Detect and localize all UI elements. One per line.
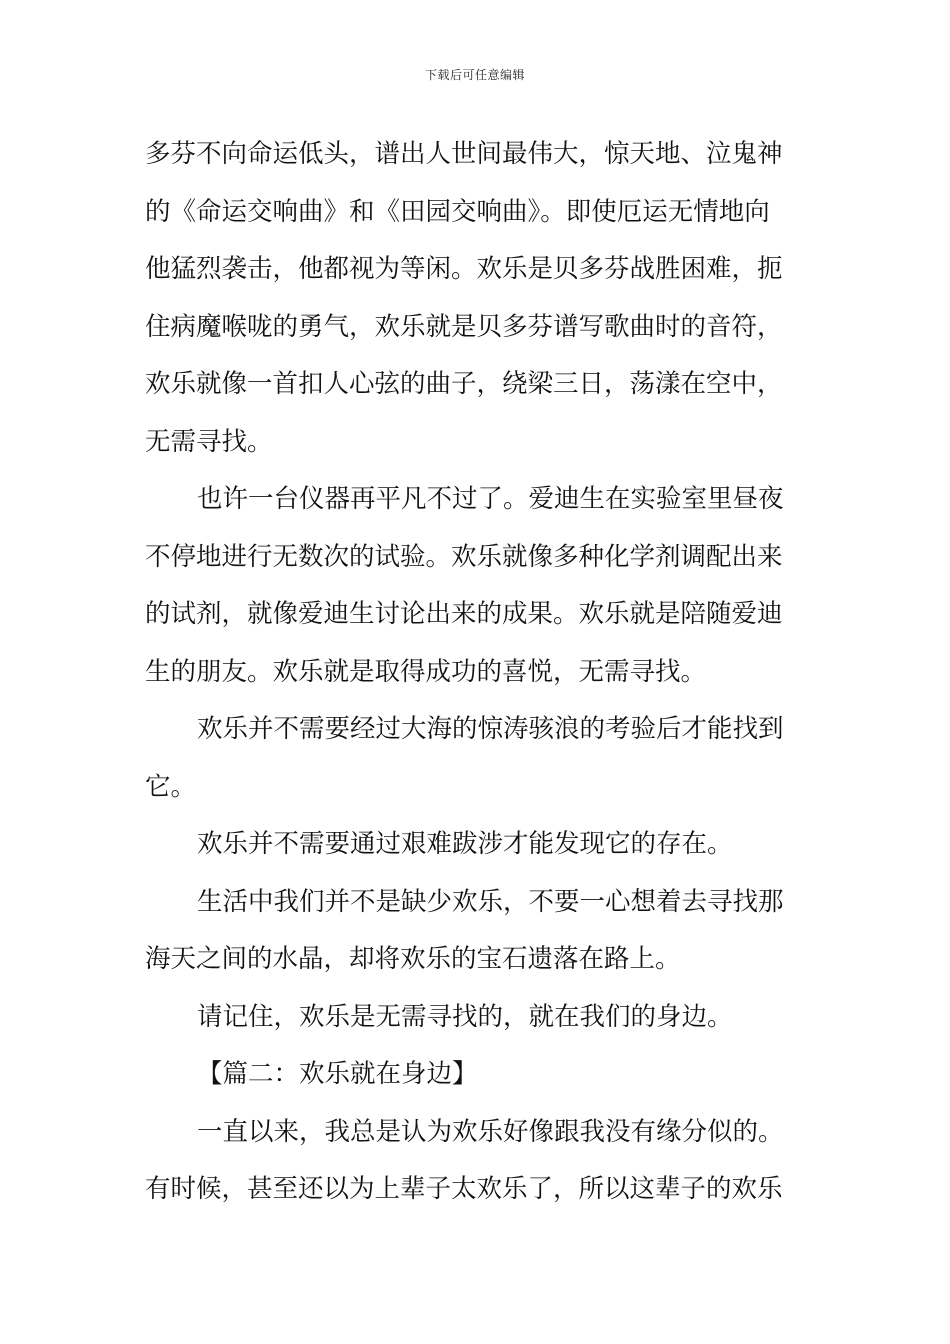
text-line: 请记住，欢乐是无需寻找的，就在我们的身边。 [197,1001,733,1032]
text-line: 不停地进行无数次的试验。欢乐就像多种化学剂调配出来 [145,541,783,572]
text-line: 的试剂，就像爱迪生讨论出来的成果。欢乐就是陪随爱迪 [145,599,783,629]
paragraph [145,816,810,874]
text-line: 无需寻找。 [145,426,273,457]
text-line: 的《命运交响曲》和《田园交响曲》。即使厄运无情地向 [145,196,770,227]
text-line: 多芬不向命运低头，谱出人世间最伟大，惊天地、泣鬼神 [145,139,783,169]
text-line: 海天之间的水晶，却将欢乐的宝石遗落在路上。 [145,944,681,974]
text-line: 他猛烈袭击，他都视为等闲。欢乐是贝多芬战胜困难，扼 [145,254,783,284]
section-heading [145,1046,810,1104]
text-line: 生活中我们并不是缺少欢乐，不要一心想着去寻找那 [197,886,784,917]
document-body [145,126,810,1219]
text-line: 欢乐并不需要通过艰难跋涉才能发现它的存在。 [197,829,733,859]
paragraph [145,701,810,816]
text-line: 也许一台仪器再平凡不过了。爱迪生在实验室里昼夜 [197,484,784,514]
paragraph [145,471,810,701]
text-line: 欢乐就像一首扣人心弦的曲子，绕梁三日，荡漾在空中， [145,369,783,399]
paragraph [145,1104,810,1219]
text-line: 有时候，甚至还以为上辈子太欢乐了，所以这辈子的欢乐 [145,1174,783,1204]
text-line: 住病魔喉咙的勇气，欢乐就是贝多芬谱写歌曲时的音符， [145,311,783,342]
text-line: 一直以来，我总是认为欢乐好像跟我没有缘分似的。 [197,1116,784,1147]
text-line: 欢乐并不需要经过大海的惊涛骇浪的考验后才能找到 [197,714,784,744]
paragraph [145,989,810,1047]
text-line: 生的朋友。欢乐就是取得成功的喜悦，无需寻找。 [145,656,707,687]
header-note: 下载后可任意编辑 [424,68,525,82]
paragraph [145,126,810,471]
text-line: 【篇二：欢乐就在身边】 [197,1059,478,1089]
text-line: 它。 [145,771,197,802]
paragraph [145,874,810,989]
